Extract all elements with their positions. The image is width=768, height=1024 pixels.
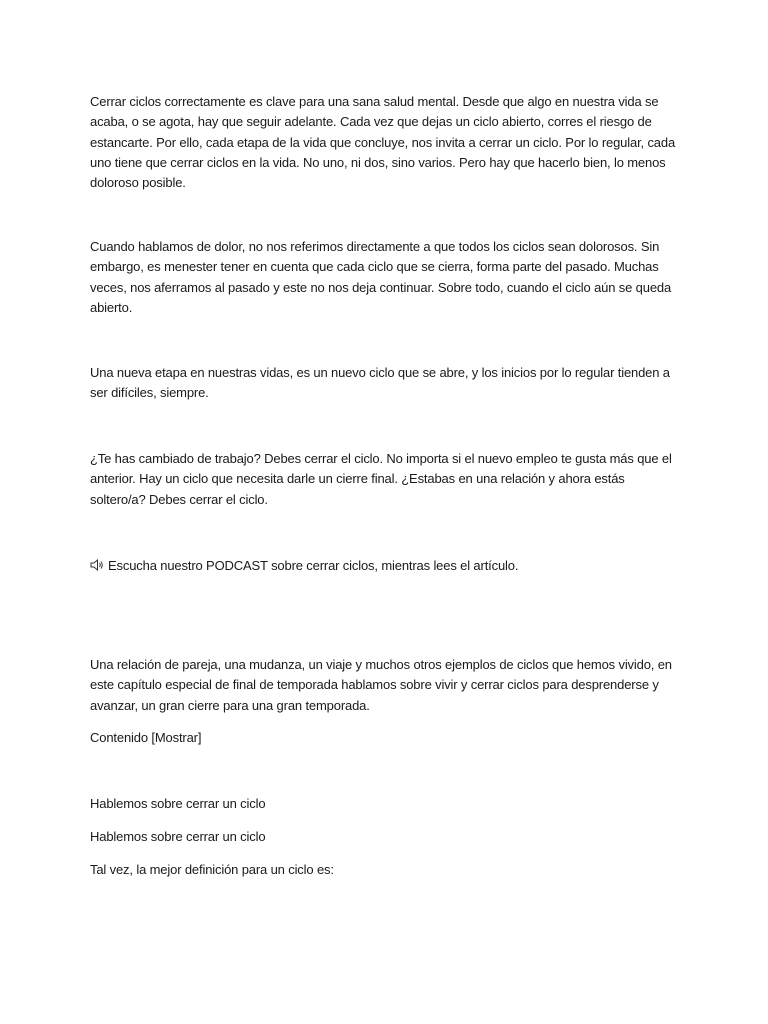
closing-line: Tal vez, la mejor definición para un ciclo es: [90, 862, 334, 877]
paragraph-pain: Cuando hablamos de dolor, no nos referimos directamente a que todos los ciclos sean dolorosos. Sin embargo, es menester tener en cuenta que cada ciclo que se cierra, forma parte del pasado. Muchas veces, nos aferramos al pasado y este no nos deja continuar. Sobre todo, cuando el ciclo aún se queda abierto. [90, 239, 672, 315]
heading-close-cycle: Hablemos sobre cerrar un ciclo [90, 796, 266, 811]
paragraph-new-stage: Una nueva etapa en nuestras vidas, es un nuevo ciclo que se abre, y los inicios por lo regular tienden a ser difíciles, siempre. [90, 365, 670, 401]
heading-close-cycle-repeat: Hablemos sobre cerrar un ciclo [90, 829, 266, 844]
paragraph-work-change: ¿Te has cambiado de trabajo? Debes cerrar el ciclo. No importa si el nuevo empleo te gusta más que el anterior. Hay un ciclo que necesita darle un cierre final. ¿Estabas en una relación y ahora estás soltero/a? Debes cerrar el ciclo. [90, 451, 672, 507]
contents-toggle[interactable]: Contenido [Mostrar] [90, 730, 202, 745]
podcast-text: Escucha nuestro PODCAST sobre cerrar ciclos, mientras lees el artículo. [108, 558, 519, 573]
speaker-icon [90, 559, 104, 571]
paragraph-intro: Cerrar ciclos correctamente es clave para una sana salud mental. Desde que algo en nuestra vida se acaba, o se agota, hay que seguir adelante. Cada vez que dejas un ciclo abierto, corres el riesgo de estancarte. Por ello, cada etapa de la vida que concluye, nos invita a cerrar un ciclo. Por lo regular, cada uno tiene que cerrar ciclos en la vida. No uno, ni dos, sino varios. Pero hay que hacerlo bien, lo menos doloroso posible. [90, 94, 676, 191]
paragraph-examples: Una relación de pareja, una mudanza, un viaje y muchos otros ejemplos de ciclos que hemos vivido, en este capítulo especial de final de temporada hablamos sobre vivir y cerrar ciclos para desprenderse y avanzar, un gran cierre para una gran temporada. [90, 657, 672, 713]
podcast-line[interactable] [90, 556, 680, 576]
